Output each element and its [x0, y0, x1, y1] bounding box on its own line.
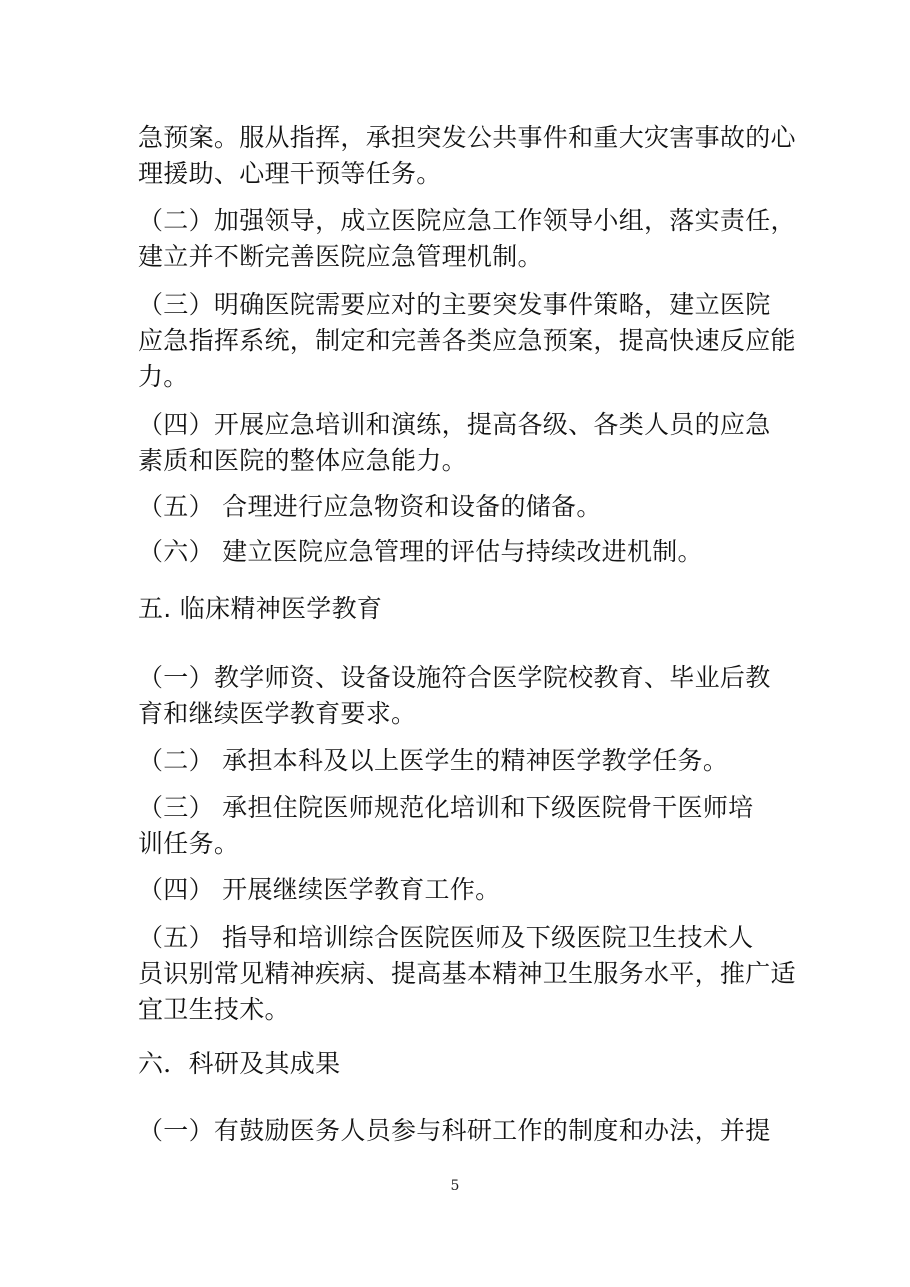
paragraph-line: （四） 开展继续医学教育工作。 — [138, 875, 501, 904]
paragraph-line: （一）有鼓励医务人员参与科研工作的制度和办法，并提 — [138, 1116, 771, 1145]
paragraph-line: （一）教学师资、设备设施符合医学院校教育、毕业后教 — [138, 663, 771, 692]
paragraph-line: 急预案。服从指挥，承担突发公共事件和重大灾害事故的心 — [138, 123, 796, 152]
paragraph-line: 力。 — [138, 362, 189, 391]
paragraph-line: （五） 指导和培训综合医院医师及下级医院卫生技术人 — [138, 923, 754, 952]
paragraph-line: （二） 承担本科及以上医学生的精神医学教学任务。 — [138, 746, 729, 775]
paragraph-line: 理援助、心理干预等任务。 — [138, 159, 442, 188]
page-number: 5 — [450, 1178, 460, 1194]
paragraph-line: 员识别常见精神疾病、提高基本精神卫生服务水平，推广适 — [138, 959, 796, 988]
section-heading: 六．科研及其成果 — [138, 1049, 341, 1078]
paragraph-line: （二）加强领导，成立医院应急工作领导小组，落实责任， — [138, 206, 796, 235]
paragraph-line: 训任务。 — [138, 829, 240, 858]
paragraph-line: （三）明确医院需要应对的主要突发事件策略，建立医院 — [138, 290, 771, 319]
paragraph-line: 应急指挥系统，制定和完善各类应急预案，提高快速反应能 — [138, 326, 796, 355]
paragraph-line: （四）开展应急培训和演练，提高各级、各类人员的应急 — [138, 410, 771, 439]
paragraph-line: 建立并不断完善医院应急管理机制。 — [138, 242, 543, 271]
section-heading: 五. 临床精神医学教育 — [138, 594, 383, 623]
paragraph-line: （三） 承担住院医师规范化培训和下级医院骨干医师培 — [138, 793, 754, 822]
paragraph-line: 宜卫生技术。 — [138, 995, 290, 1024]
paragraph-line: （五） 合理进行应急物资和设备的储备。 — [138, 492, 602, 521]
paragraph-line: 素质和医院的整体应急能力。 — [138, 446, 467, 475]
paragraph-line: （六） 建立医院应急管理的评估与持续改进机制。 — [138, 537, 703, 566]
paragraph-line: 育和继续医学教育要求。 — [138, 699, 417, 728]
